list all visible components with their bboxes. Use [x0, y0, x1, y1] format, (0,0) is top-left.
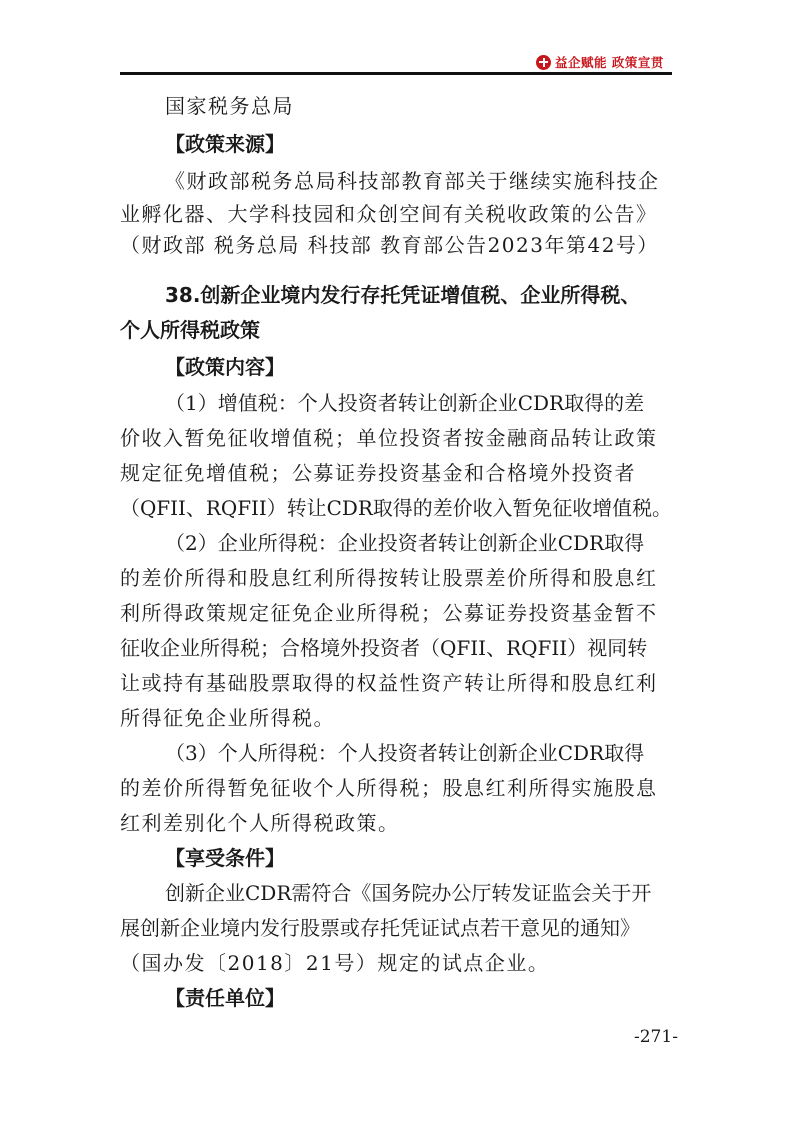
body-line: 的差价所得暂免征收个人所得税；股息红利所得实施股息 [120, 776, 658, 800]
header-rule [120, 72, 672, 75]
body-line: 业孵化器、大学科技园和众创空间有关税收政策的公告》 [120, 202, 658, 226]
section-heading: 【政策内容】 [165, 355, 285, 379]
brand-text: 益企赋能 政策宣贯 [555, 55, 664, 70]
body-line: 所得征免企业所得税。 [120, 706, 335, 730]
section-heading: 【享受条件】 [165, 846, 285, 870]
body-line: 规定征免增值税；公募证券投资基金和合格境外投资者 [120, 461, 636, 485]
body-line: 国家税务总局 [165, 94, 294, 118]
body-line: 创新企业CDR需符合《国务院办公厅转发证监会关于开 [165, 881, 652, 905]
body-line: （1）增值税：个人投资者转让创新企业CDR取得的差 [165, 391, 645, 415]
body-line: 征收企业所得税；合格境外投资者（QFII、RQFII）视同转 [120, 636, 648, 660]
body-line: 的差价所得和股息红利所得按转让股票差价所得和股息红 [120, 566, 658, 590]
header-brand [536, 52, 664, 72]
body-line: 《财政部税务总局科技部教育部关于继续实施科技企 [165, 169, 660, 193]
section-heading: 个人所得税政策 [120, 318, 260, 342]
body-line: （3）个人所得税：个人投资者转让创新企业CDR取得 [165, 741, 645, 765]
body-line: 红利差别化个人所得税政策。 [120, 811, 400, 835]
body-line: （2）企业所得税：企业投资者转让创新企业CDR取得 [165, 531, 645, 555]
section-heading: 【政策来源】 [165, 132, 285, 156]
body-line: 展创新企业境内发行股票或存托凭证试点若干意见的通知》 [120, 916, 640, 940]
body-line: （国办发〔2018〕21号）规定的试点企业。 [120, 951, 550, 975]
body-line: （QFII、RQFII）转让CDR取得的差价收入暂免征收增值税。 [120, 496, 673, 520]
section-heading: 【责任单位】 [165, 986, 285, 1010]
body-line: （财政部 税务总局 科技部 教育部公告2023年第42号） [120, 233, 659, 257]
section-heading: 38.创新企业境内发行存托凭证增值税、企业所得税、 [165, 283, 641, 307]
body-line: 价收入暂免征收增值税；单位投资者按金融商品转让政策 [120, 426, 658, 450]
body-line: 让或持有基础股票取得的权益性资产转让所得和股息红利 [120, 671, 658, 695]
brand-logo-icon [536, 55, 551, 70]
page-number: -271- [634, 1027, 678, 1047]
body-line: 利所得政策规定征免企业所得税；公募证券投资基金暂不 [120, 601, 658, 625]
